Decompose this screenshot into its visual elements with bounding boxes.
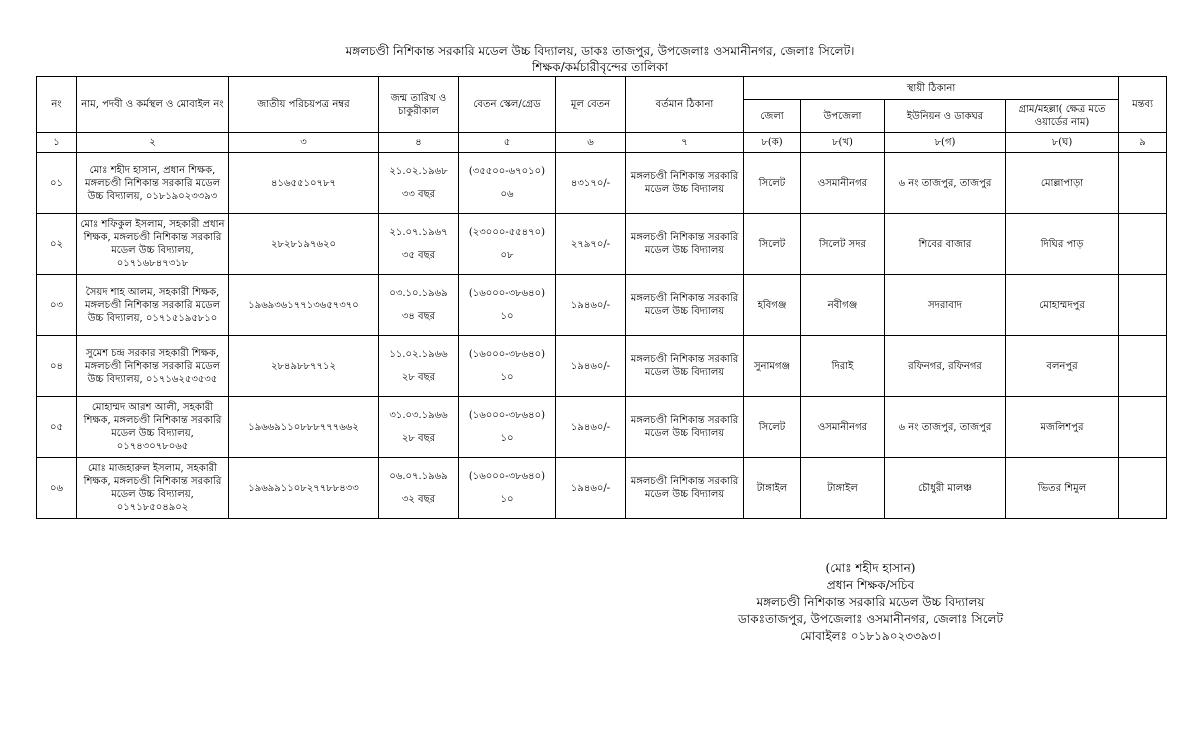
column-number: ৮(গ) <box>885 133 1006 153</box>
cell-name: মোহাম্মদ আরশ আলী, সহকারী শিক্ষক, মঙ্গলচণ্ডী নিশিকান্ত সরকারি মডেল উচ্চ বিদ্যালয়, ০১৭৪৩০৭৮০৬৫ <box>77 397 229 458</box>
header-basic: মূল বেতন <box>556 77 626 133</box>
signatory-mobile: মোবাইলঃ ০১৮১৯০২৩৩৯৩। <box>800 629 941 643</box>
signatory-designation: প্রধান শিক্ষক/সচিব <box>826 578 915 592</box>
service-length: ৩৫ বছর <box>401 250 436 261</box>
cell-basic: ১৯৪৬০/- <box>556 336 626 397</box>
cell-present-address: মঙ্গলচণ্ডী নিশিকান্ত সরকারি মডেল উচ্চ বিদ্যালয় <box>626 458 744 519</box>
scale-value: (৩৫৫০০-৬৭০১০) <box>468 166 546 177</box>
header-village: গ্রাম/মহল্লা( ক্ষেত্র মতে ওয়ার্ডের নাম) <box>1006 100 1119 133</box>
staff-table <box>36 76 1167 519</box>
signatory-name: (মোঃ শহীদ হাসান) <box>825 561 916 575</box>
grade-value: ০৬ <box>500 189 514 200</box>
cell-district: টাঙ্গাইল <box>744 458 801 519</box>
column-number-row <box>37 133 1167 153</box>
dob-value: ০৬.০৭.১৯৬৯ <box>389 471 448 482</box>
cell-present-address: মঙ্গলচণ্ডী নিশিকান্ত সরকারি মডেল উচ্চ বিদ্যালয় <box>626 397 744 458</box>
cell-basic: ১৯৪৬০/- <box>556 458 626 519</box>
header-district: জেলা <box>744 100 801 133</box>
column-number: ৯ <box>1119 133 1167 153</box>
cell-union: শিবের বাজার <box>885 214 1006 275</box>
scale-value: (১৬০০০-৩৮৬৪০) <box>468 471 546 482</box>
cell-village: বলনপুর <box>1006 336 1119 397</box>
cell-nid: ২৮৪৯৮৮৭৭১২ <box>229 336 379 397</box>
cell-no: ০৩ <box>37 275 77 336</box>
cell-no: ০৪ <box>37 336 77 397</box>
cell-upazila: টাঙ্গাইল <box>801 458 885 519</box>
scale-value: (১৬০০০-৩৮৬৪০) <box>468 349 546 360</box>
cell-present-address: মঙ্গলচণ্ডী নিশিকান্ত সরকারি মডেল উচ্চ বিদ্যালয় <box>626 336 744 397</box>
cell-scale <box>459 397 556 458</box>
cell-village: মোল্লাপাড়া <box>1006 153 1119 214</box>
cell-nid: ১৯৬৯৯১১০৮২৭৭৮৮৪৩৩ <box>229 458 379 519</box>
grade-value: ১০ <box>500 433 514 444</box>
cell-dob <box>379 153 459 214</box>
cell-district: হবিগঞ্জ <box>744 275 801 336</box>
cell-district: সুনামগঞ্জ <box>744 336 801 397</box>
column-number: ৮(ঘ) <box>1006 133 1119 153</box>
cell-nid: ২৮২৮১৯৭৬২০ <box>229 214 379 275</box>
scale-value: (১৬০০০-৩৮৬৪০) <box>468 410 546 421</box>
cell-district: সিলেট <box>744 153 801 214</box>
header-remarks: মন্তব্য <box>1119 77 1167 133</box>
header-dob: জন্ম তারিখ ও চাকুরীকাল <box>379 77 459 133</box>
header-upazila: উপজেলা <box>801 100 885 133</box>
table-row <box>37 153 1167 214</box>
service-length: ২৮ বছর <box>401 372 436 383</box>
service-length: ৩৩ বছর <box>401 189 436 200</box>
table-row <box>37 458 1167 519</box>
header-scale: বেতন স্কেল/গ্রেড <box>459 77 556 133</box>
dob-value: ২১.০৭.১৯৬৭ <box>389 227 448 238</box>
cell-present-address: মঙ্গলচণ্ডী নিশিকান্ত সরকারি মডেল উচ্চ বিদ্যালয় <box>626 153 744 214</box>
header-name: নাম, পদবী ও কর্মস্থল ও মোবাইল নং <box>77 77 229 133</box>
cell-village: দিঘির পাড় <box>1006 214 1119 275</box>
cell-union: সদরাবাদ <box>885 275 1006 336</box>
cell-village: ভিতর শিমুল <box>1006 458 1119 519</box>
dob-value: ২১.০২.১৯৬৮ <box>389 166 448 177</box>
column-number: ৫ <box>459 133 556 153</box>
header-nid: জাতীয় পরিচয়পত্র নম্বর <box>229 77 379 133</box>
column-number: ৬ <box>556 133 626 153</box>
column-number: ৮(ক) <box>744 133 801 153</box>
column-number: ১ <box>37 133 77 153</box>
cell-dob <box>379 275 459 336</box>
cell-dob <box>379 458 459 519</box>
grade-value: ১০ <box>500 311 514 322</box>
dob-value: ৩১.০৩.১৯৬৬ <box>389 410 448 421</box>
signature-block <box>738 560 1003 645</box>
cell-no: ০৫ <box>37 397 77 458</box>
cell-basic: ১৯৪৬০/- <box>556 397 626 458</box>
cell-nid: ৪১৬৫৫১০৭৮৭ <box>229 153 379 214</box>
column-number: ২ <box>77 133 229 153</box>
cell-basic: ১৯৪৬০/- <box>556 275 626 336</box>
column-number: ৭ <box>626 133 744 153</box>
cell-no: ০৬ <box>37 458 77 519</box>
cell-name: সৈয়দ শাহ আলম, সহকারী শিক্ষক, মঙ্গলচণ্ডী নিশিকান্ত সরকারি মডেল উচ্চ বিদ্যালয়, ০১৭১৫১৯৫৮১০ <box>77 275 229 336</box>
cell-name: মোঃ শহীদ হাসান, প্রধান শিক্ষক, মঙ্গলচণ্ডী নিশিকান্ত সরকারি মডেল উচ্চ বিদ্যালয়, ০১৮১৯০২৩৩৯৩ <box>77 153 229 214</box>
cell-name: সুমেশ চন্দ্র সরকার সহকারী শিক্ষক, মঙ্গলচণ্ডী নিশিকান্ত সরকারি মডেল উচ্চ বিদ্যালয়, ০১৭১৬২৫৩৫৩৫ <box>77 336 229 397</box>
cell-upazila: দিরাই <box>801 336 885 397</box>
cell-nid: ১৯৬৬৯১১০৮৮৮৭৭৭৬৬২ <box>229 397 379 458</box>
cell-present-address: মঙ্গলচণ্ডী নিশিকান্ত সরকারি মডেল উচ্চ বিদ্যালয় <box>626 275 744 336</box>
cell-dob <box>379 397 459 458</box>
cell-basic: ৪৩১৭০/- <box>556 153 626 214</box>
cell-scale <box>459 153 556 214</box>
cell-name: মোঃ মাজহারুল ইসলাম, সহকারী শিক্ষক, মঙ্গলচণ্ডী নিশিকান্ত সরকারি মডেল উচ্চ বিদ্যালয়, ০১৭১৮৫০৪৯০২ <box>77 458 229 519</box>
cell-remarks <box>1119 275 1167 336</box>
cell-present-address: মঙ্গলচণ্ডী নিশিকান্ত সরকারি মডেল উচ্চ বিদ্যালয় <box>626 214 744 275</box>
cell-name: মোঃ শফিকুল ইসলাম, সহকারী প্রধান শিক্ষক, মঙ্গলচণ্ডী নিশিকান্ত সরকারি মডেল উচ্চ বিদ্যালয়, ০১৭১৬৮৪৭৩১৮ <box>77 214 229 275</box>
document-title: মঙ্গলচণ্ডী নিশিকান্ত সরকারি মডেল উচ্চ বিদ্যালয়, ডাকঃ তাজপুর, উপজেলাঃ ওসমানীনগর, জেলাঃ সিলেট। <box>345 44 855 58</box>
grade-value: ১০ <box>500 372 514 383</box>
cell-no: ০১ <box>37 153 77 214</box>
cell-upazila: ওসমানীনগর <box>801 397 885 458</box>
cell-district: সিলেট <box>744 214 801 275</box>
table-row <box>37 275 1167 336</box>
grade-value: ১০ <box>500 494 514 505</box>
cell-village: মোহাম্মদপুর <box>1006 275 1119 336</box>
table-row <box>37 336 1167 397</box>
cell-scale <box>459 275 556 336</box>
table-row <box>37 214 1167 275</box>
cell-nid: ১৯৬৯৩৬১৭৭১৩৬৫৭৩৭০ <box>229 275 379 336</box>
cell-upazila: ওসমানীনগর <box>801 153 885 214</box>
cell-union: চৌধুরী মালঞ্চ <box>885 458 1006 519</box>
cell-no: ০২ <box>37 214 77 275</box>
document-subtitle: শিক্ষক/কর্মচারীবৃন্দের তালিকা <box>531 60 669 74</box>
cell-district: সিলেট <box>744 397 801 458</box>
cell-remarks <box>1119 214 1167 275</box>
signatory-school: মঙ্গলচণ্ডী নিশিকান্ত সরকারি মডেল উচ্চ বিদ্যালয় <box>756 595 985 609</box>
cell-remarks <box>1119 397 1167 458</box>
column-number: ৩ <box>229 133 379 153</box>
cell-upazila: সিলেট সদর <box>801 214 885 275</box>
cell-remarks <box>1119 458 1167 519</box>
dob-value: ০৩.১০.১৯৬৯ <box>389 288 448 299</box>
scale-value: (২৩০০০-৫৫৪৭০) <box>468 227 546 238</box>
header-row <box>37 77 1167 100</box>
service-length: ৩২ বছর <box>401 494 436 505</box>
column-number: ৮(খ) <box>801 133 885 153</box>
cell-union: ৬ নং তাজপুর, তাজপুর <box>885 397 1006 458</box>
cell-upazila: নবীগঞ্জ <box>801 275 885 336</box>
cell-union: রফিনগর, রফিনগর <box>885 336 1006 397</box>
header-present-address: বর্তমান ঠিকানা <box>626 77 744 133</box>
cell-dob <box>379 214 459 275</box>
service-length: ৩৪ বছর <box>401 311 436 322</box>
header-union: ইউনিয়ন ও ডাকঘর <box>885 100 1006 133</box>
cell-basic: ২৭৯৭০/- <box>556 214 626 275</box>
cell-village: মজলিশপুর <box>1006 397 1119 458</box>
grade-value: ০৮ <box>500 250 514 261</box>
header-permanent-address: স্থায়ী ঠিকানা <box>744 77 1119 100</box>
scale-value: (১৬০০০-৩৮৬৪০) <box>468 288 546 299</box>
dob-value: ১১.০২.১৯৬৬ <box>389 349 448 360</box>
cell-scale <box>459 214 556 275</box>
header-no: নং <box>37 77 77 133</box>
cell-dob <box>379 336 459 397</box>
column-number: ৪ <box>379 133 459 153</box>
table-row <box>37 397 1167 458</box>
cell-remarks <box>1119 336 1167 397</box>
signatory-address: ডাকঃতাজপুর, উপজেলাঃ ওসমানীনগর, জেলাঃ সিলেট <box>737 612 1003 626</box>
cell-scale <box>459 336 556 397</box>
cell-scale <box>459 458 556 519</box>
cell-remarks <box>1119 153 1167 214</box>
cell-union: ৬ নং তাজপুর, তাজপুর <box>885 153 1006 214</box>
service-length: ২৮ বছর <box>401 433 436 444</box>
